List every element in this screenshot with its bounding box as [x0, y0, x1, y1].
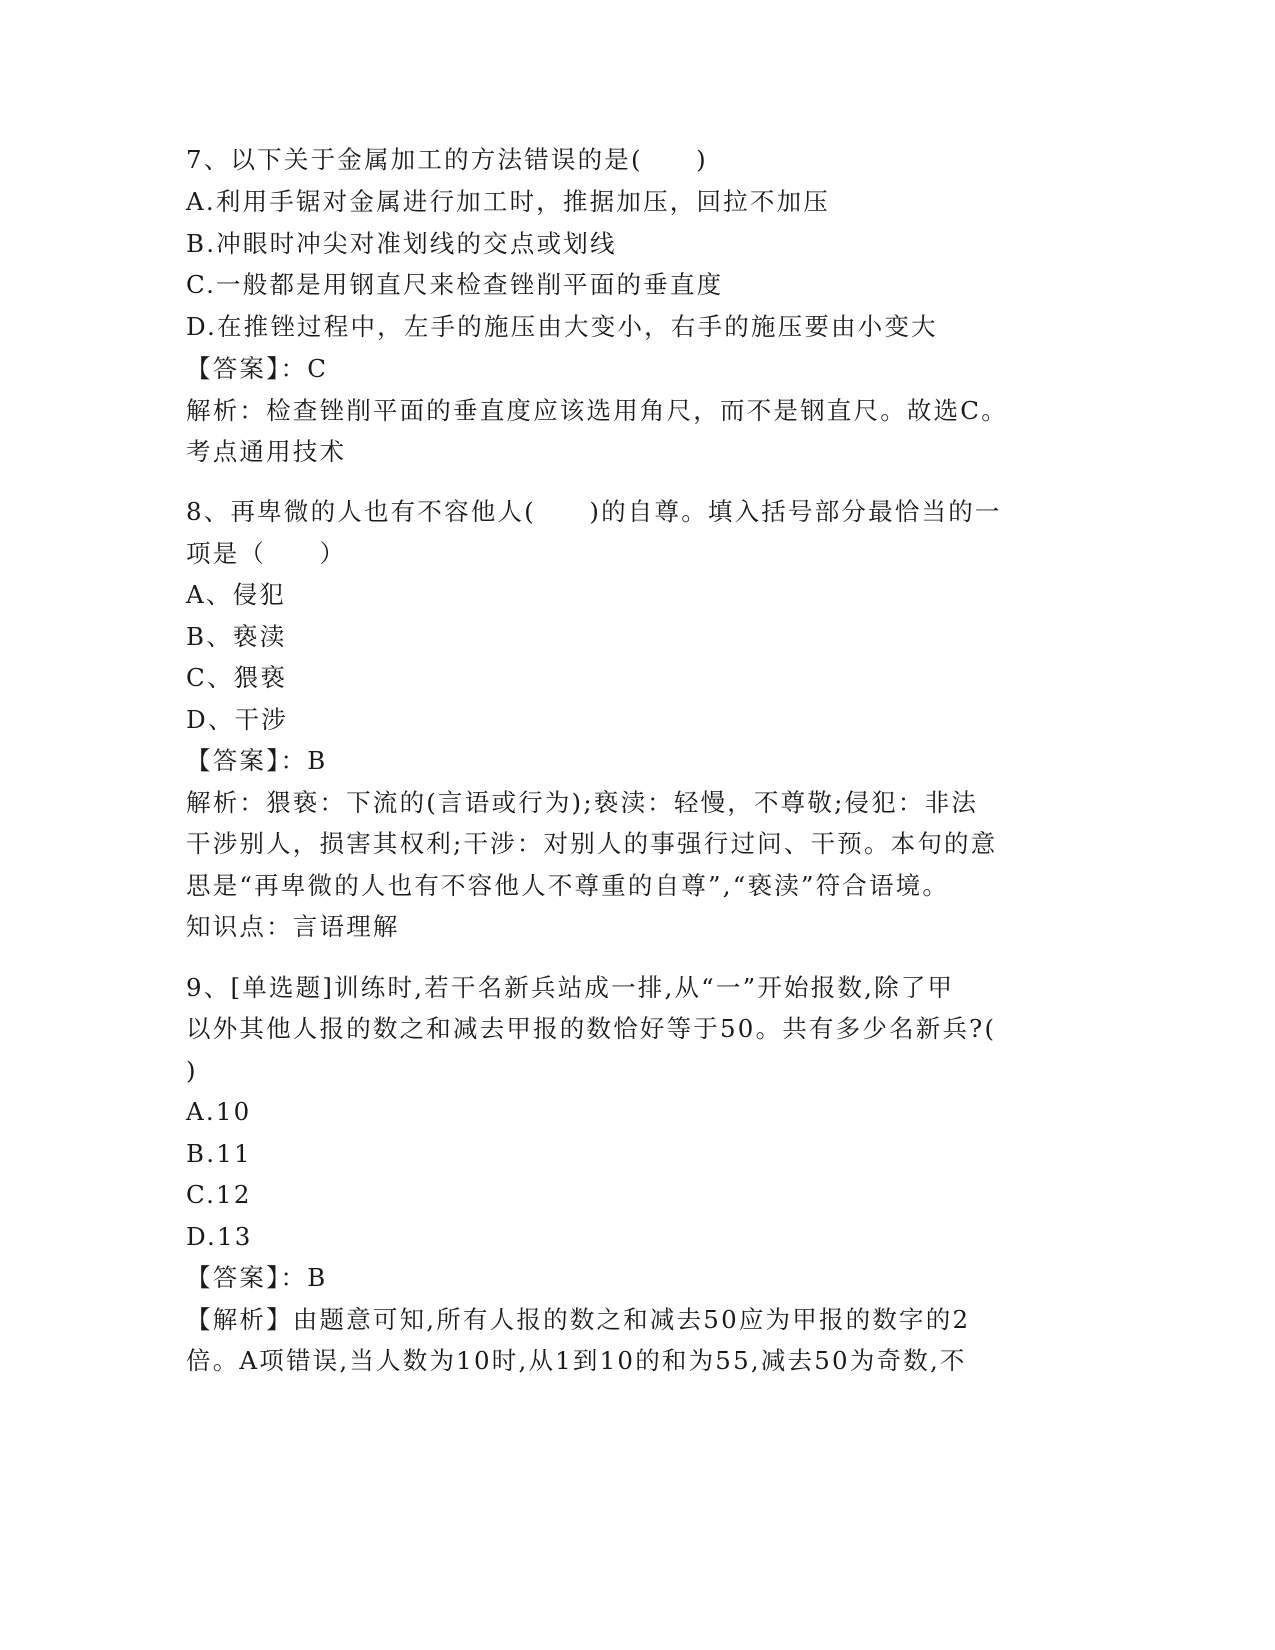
question-9-option-c: C.12	[186, 1180, 252, 1209]
question-9-stem-line-2: 以外其他人报的数之和减去甲报的数恰好等于50。共有多少名新兵?(	[186, 1014, 997, 1043]
question-7-stem: 7、以下关于金属加工的方法错误的是( )	[186, 145, 708, 174]
question-8-stem-line-1: 8、再卑微的人也有不容他人( )的自尊。填入括号部分最恰当的一	[186, 497, 1002, 526]
question-8-answer: 【答案】：B	[186, 746, 328, 775]
question-7-option-c: C.一般都是用钢直尺来检查锉削平面的垂直度	[186, 270, 724, 299]
question-8-analysis-line-1: 解析：猥亵：下流的(言语或行为);亵渎：轻慢，不尊敬;侵犯：非法	[186, 788, 979, 817]
question-8-stem-line-2: 项是（ ）	[186, 539, 347, 568]
question-9-analysis-line-2: 倍。A项错误,当人数为10时,从1到10的和为55,减去50为奇数,不	[186, 1346, 967, 1375]
question-7-option-d: D.在推锉过程中，左手的施压由大变小，右手的施压要由小变大	[186, 312, 938, 341]
question-9-option-d: D.13	[186, 1222, 253, 1251]
question-8-option-a: A、侵犯	[186, 580, 286, 609]
question-7-answer: 【答案】：C	[186, 354, 329, 383]
question-7-option-a: A.利用手锯对金属进行加工时，推据加压，回拉不加压	[186, 187, 830, 216]
question-9-stem-line-1: 9、[单选题]训练时,若干名新兵站成一排,从“一”开始报数,除了甲	[186, 973, 955, 1002]
question-8-analysis-line-2: 干涉别人，损害其权利;干涉：对别人的事强行过问、干预。本句的意	[186, 829, 998, 858]
question-9-option-a: A.10	[186, 1097, 252, 1126]
question-8-analysis-line-3: 思是“再卑微的人也有不容他人不尊重的自尊”,“亵渎”符合语境。	[186, 871, 950, 900]
question-8-analysis-line-4: 知识点：言语理解	[186, 912, 400, 941]
question-7-analysis-line-2: 考点通用技术	[186, 437, 347, 466]
question-9-option-b: B.11	[186, 1139, 252, 1168]
question-8-option-b: B、亵渎	[186, 622, 287, 651]
question-8-option-d: D、干涉	[186, 705, 288, 734]
question-9-analysis-line-1: 【解析】由题意可知,所有人报的数之和减去50应为甲报的数字的2	[186, 1305, 971, 1334]
question-9-answer: 【答案】：B	[186, 1263, 328, 1292]
question-8-option-c: C、猥亵	[186, 663, 288, 692]
question-7-option-b: B.冲眼时冲尖对准划线的交点或划线	[186, 229, 617, 258]
question-9-stem-line-3: )	[186, 1056, 198, 1085]
question-7-analysis-line-1: 解析：检查锉削平面的垂直度应该选用角尺，而不是钢直尺。故选C。	[186, 396, 1008, 425]
